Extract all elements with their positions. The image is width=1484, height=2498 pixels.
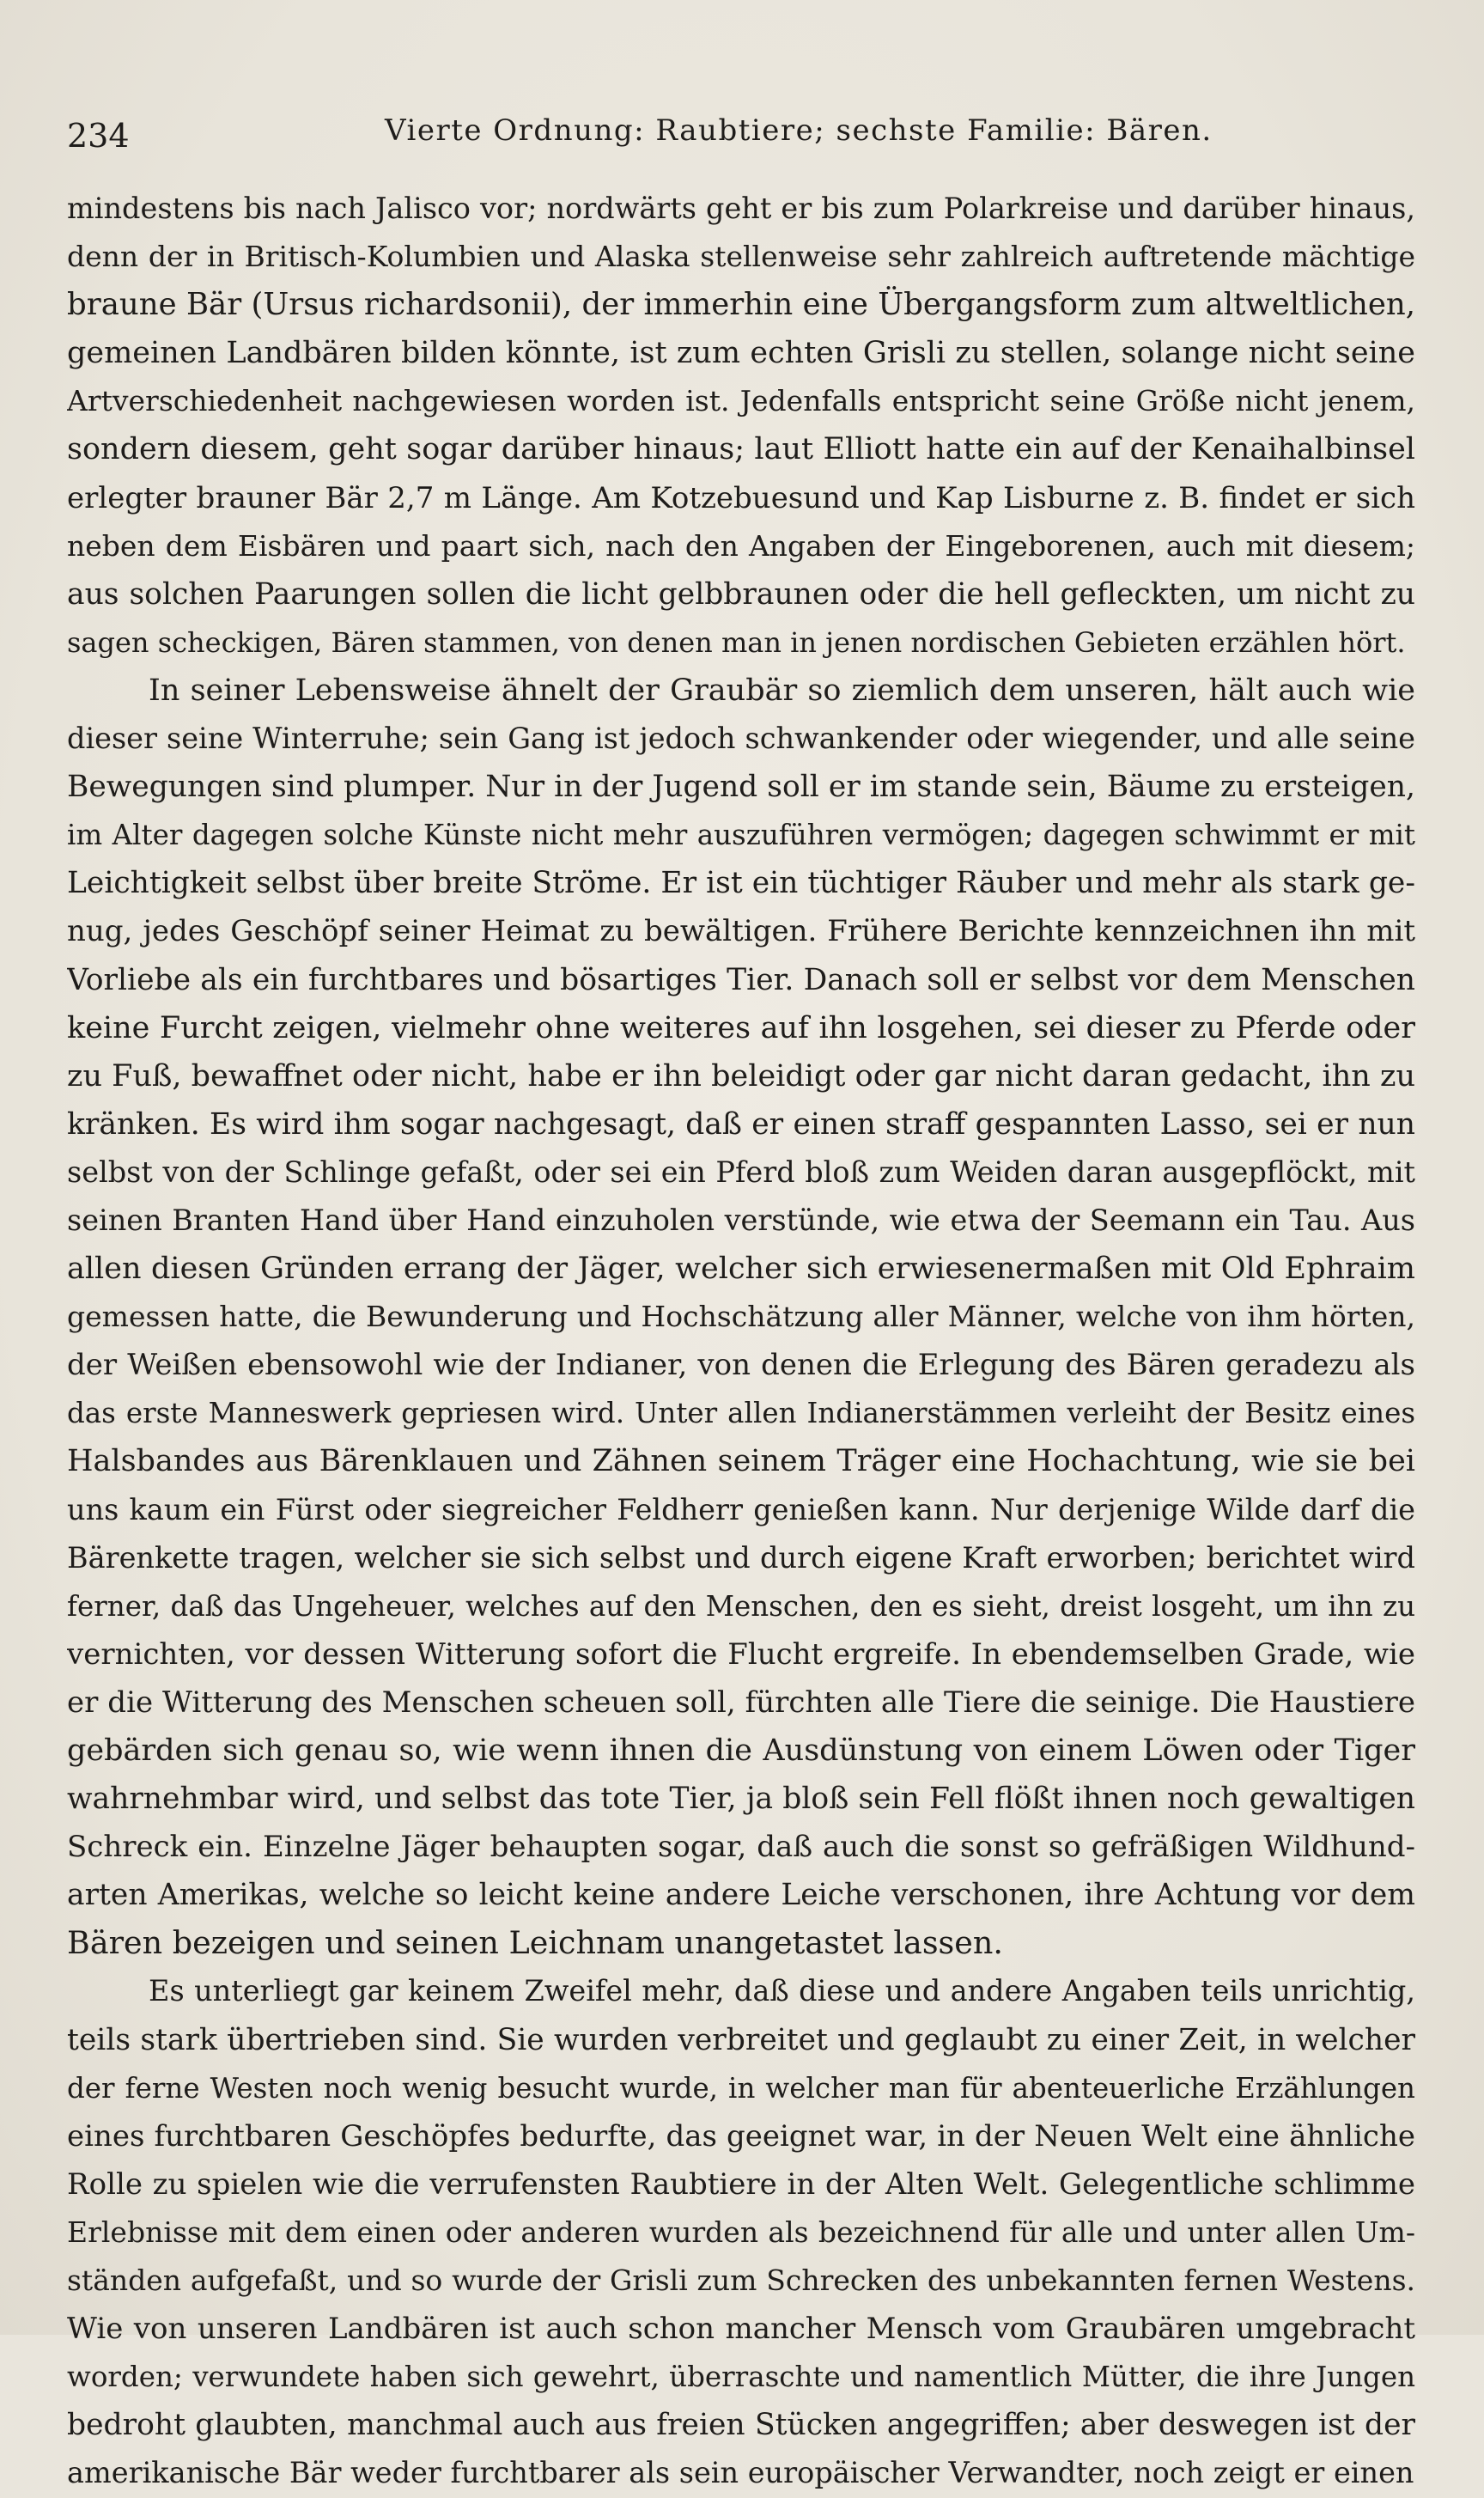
text-line: sondern diesem, geht sogar darüber hinaus; laut Elliott hatte ein auf der Kenaihalbinsel (67, 432, 1415, 467)
text-line: worden; verwundete haben sich gewehrt, überraschte und namentlich Mütter, die ihre Jungen (67, 2361, 1415, 2394)
running-head: Vierte Ordnung: Raubtiere; sechste Familie: Bären. (385, 113, 1213, 148)
text-line: sagen scheckigen, Bären stammen, von denen man in jenen nordischen Gebieten erzählen hört. (67, 625, 1406, 659)
text-line: zu Fuß, bewaffnet oder nicht, habe er ihn beleidigt oder gar nicht daran gedacht, ihn zu (67, 1058, 1415, 1094)
text-line: im Alter dagegen solche Künste nicht mehr auszuführen vermögen; dagegen schwimmt er mit (67, 819, 1415, 852)
text-line: Artverschiedenheit nachgewiesen worden ist. Jedenfalls entspricht seine Größe nicht jenem, (67, 384, 1415, 418)
text-line: er die Witterung des Menschen scheuen soll, fürchten alle Tiere die seinige. Die Haustiere (67, 1685, 1415, 1720)
text-line: In seiner Lebensweise ähnelt der Graubär so ziemlich dem unseren, hält auch wie (149, 673, 1415, 708)
text-line: eines furchtbaren Geschöpfes bedurfte, das geeignet war, in der Neuen Welt eine ähnliche (67, 2118, 1415, 2154)
text-line: der Weißen ebensowohl wie der Indianer, von denen die Erlegung des Bären geradezu als (67, 1348, 1415, 1383)
text-line: wahrnehmbar wird, und selbst das tote Tier, ja bloß sein Fell flößt ihnen noch gewaltigen (67, 1782, 1415, 1817)
text-line: aus solchen Paarungen sollen die licht gelbbraunen oder die hell gefleckten, um nicht zu (67, 576, 1415, 612)
text-line: amerikanische Bär weder furchtbarer als sein europäischer Verwandter, noch zeigt er einen (67, 2456, 1414, 2490)
text-line: gemeinen Landbären bilden könnte, ist zum echten Grisli zu stellen, solange nicht seine (67, 336, 1415, 371)
text-line: Bewegungen sind plumper. Nur in der Jugend soll er im stande sein, Bäume zu ersteigen, (67, 770, 1415, 805)
text-line: dieser seine Winterruhe; sein Gang ist jedoch schwankender oder wiegender, und alle seine (67, 722, 1415, 756)
text-line: Bären bezeigen und seinen Leichnam unangetastet lassen. (67, 1924, 1003, 1962)
text-line: Erlebnisse mit dem einen oder anderen wurden als bezeichnend für alle und unter allen Um- (67, 2215, 1415, 2249)
text-line: Leichtigkeit selbst über breite Ströme. Er ist ein tüchtiger Räuber und mehr als stark ge- (67, 866, 1415, 901)
text-line: Wie von unseren Landbären ist auch schon mancher Mensch vom Graubären umgebracht (67, 2312, 1415, 2347)
text-line: ferner, daß das Ungeheuer, welches auf den Menschen, den es sieht, dreist losgeht, um ihn zu (67, 1589, 1415, 1623)
text-line: kränken. Es wird ihm sogar nachgesagt, daß er einen straff gespannten Lasso, sei er nun (67, 1106, 1415, 1142)
text-line: Halsbandes aus Bärenklauen und Zähnen seinem Träger eine Hochachtung, wie sie bei (67, 1444, 1415, 1479)
text-line: ständen aufgefaßt, und so wurde der Grisli zum Schrecken des unbekannten fernen Westens. (67, 2263, 1415, 2298)
text-line: denn der in Britisch-Kolumbien und Alaska stellenweise sehr zahlreich auftretende mächtige (67, 240, 1415, 274)
text-line: mindestens bis nach Jalisco vor; nordwärts geht er bis zum Polarkreise und darüber hinaus, (67, 192, 1415, 225)
text-line: Bärenkette tragen, welcher sie sich selbst und durch eigene Kraft erworben; berichtet wird (67, 1540, 1415, 1575)
text-line: uns kaum ein Fürst oder siegreicher Feldherr genießen kann. Nur derjenige Wilde darf die (67, 1492, 1415, 1526)
page-header (67, 110, 1415, 161)
page-number: 234 (67, 117, 130, 155)
text-line: gemessen hatte, die Bewunderung und Hochschätzung aller Männer, welche von ihm hörten, (67, 1300, 1415, 1334)
text-line: Schreck ein. Einzelne Jäger behaupten sogar, daß auch die sonst so gefräßigen Wildhund- (67, 1830, 1415, 1865)
text-line: gebärden sich genau so, wie wenn ihnen die Ausdünstung von einem Löwen oder Tiger (67, 1733, 1415, 1768)
body-text (67, 185, 1415, 2498)
text-line: keine Furcht zeigen, vielmehr ohne weiteres auf ihn losgehen, sei dieser zu Pferde oder (67, 1010, 1415, 1045)
text-line: Es unterliegt gar keinem Zweifel mehr, daß diese und andere Angaben teils unrichtig, (149, 1974, 1415, 2008)
text-line: bedroht glaubten, manchmal auch aus freien Stücken angegriffen; aber deswegen ist der (67, 2408, 1415, 2443)
text-line: das erste Manneswerk gepriesen wird. Unter allen Indianerstämmen verleiht der Besitz eines (67, 1397, 1415, 1430)
text-line: allen diesen Gründen errang der Jäger, welcher sich erwiesenermaßen mit Old Ephraim (67, 1252, 1415, 1287)
text-line: Rolle zu spielen wie die verrufensten Raubtiere in der Alten Welt. Gelegentliche schlimme (67, 2166, 1415, 2202)
text-line: Vorliebe als ein furchtbares und bösartiges Tier. Danach soll er selbst vor dem Menschen (67, 962, 1415, 997)
text-line: vernichten, vor dessen Witterung sofort die Flucht ergreife. In ebendemselben Grade, wie (67, 1636, 1415, 1672)
text-line: selbst von der Schlinge gefaßt, oder sei ein Pferd bloß zum Weiden daran ausgepflöckt, mit (67, 1155, 1415, 1189)
text-line: seinen Branten Hand über Hand einzuholen verstünde, wie etwa der Seemann ein Tau. Aus (67, 1203, 1415, 1237)
text-line: erlegter brauner Bär 2,7 m Länge. Am Kotzebuesund und Kap Lisburne z. B. findet er sich (67, 480, 1415, 515)
text-line: arten Amerikas, welche so leicht keine andere Leiche verschonen, ihre Achtung vor dem (67, 1878, 1415, 1913)
text-line: braune Bär (Ursus richardsonii), der immerhin eine Übergangsform zum altweltlichen, (67, 287, 1415, 323)
text-line: nug, jedes Geschöpf seiner Heimat zu bewältigen. Frühere Berichte kennzeichnen ihn mit (67, 914, 1415, 949)
text-line: teils stark übertrieben sind. Sie wurden verbreitet und geglaubt zu einer Zeit, in welcher (67, 2022, 1415, 2057)
text-line: neben dem Eisbären und paart sich, nach den Angaben der Eingeborenen, auch mit diesem; (67, 528, 1415, 563)
text-line: der ferne Westen noch wenig besucht wurde, in welcher man für abenteuerliche Erzählungen (67, 2071, 1415, 2105)
